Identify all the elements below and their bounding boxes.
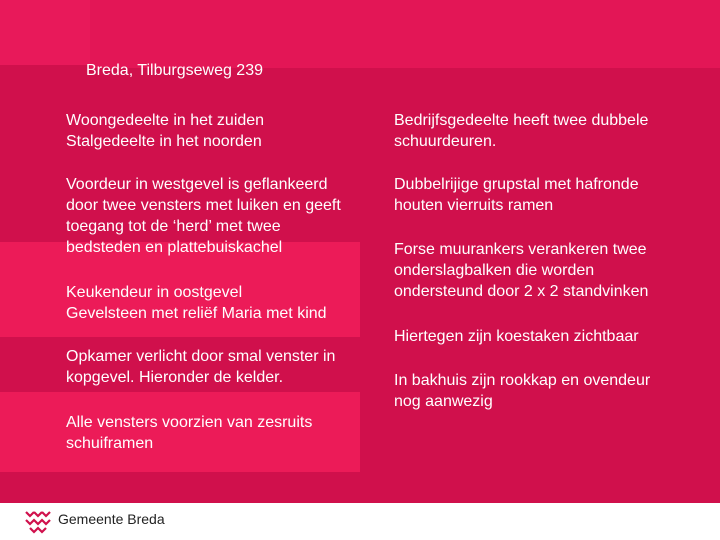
bg-block-top-left <box>0 0 90 65</box>
right-text-2: Dubbelrijige grupstal met hafronde houten vierruits ramen <box>394 176 639 214</box>
left-text-3: Keukendeur in oostgevel Gevelsteen met reliëf Maria met kind <box>66 284 327 322</box>
left-text-5: Alle vensters voorzien van zesruits schuiframen <box>66 414 313 452</box>
bg-block-top <box>90 0 720 68</box>
logo-text: Gemeente Breda <box>58 511 165 527</box>
right-text-5: In bakhuis zijn rookkap en ovendeur nog aanwezig <box>394 372 651 410</box>
right-text-3: Forse muurankers verankeren twee onderslagbalken die worden ondersteund door 2 x 2 standvinken <box>394 241 649 300</box>
right-text-1: Bedrijfsgedeelte heeft twee dubbele schuurdeuren. <box>394 112 649 150</box>
slide-title: Breda, Tilburgseweg 239 <box>86 62 263 79</box>
right-text-4: Hiertegen zijn koestaken zichtbaar <box>394 328 639 345</box>
left-text-1: Woongedeelte in het zuiden Stalgedeelte in het noorden <box>66 112 265 150</box>
left-text-4: Opkamer verlicht door smal venster in kopgevel. Hieronder de kelder. <box>66 348 336 386</box>
breda-logo-icon <box>24 508 52 534</box>
left-text-2: Voordeur in westgevel is geflankeerd door twee vensters met luiken en geeft toegang tot de ‘herd’ met twee bedsteden en plattebuiskachel <box>66 176 341 256</box>
